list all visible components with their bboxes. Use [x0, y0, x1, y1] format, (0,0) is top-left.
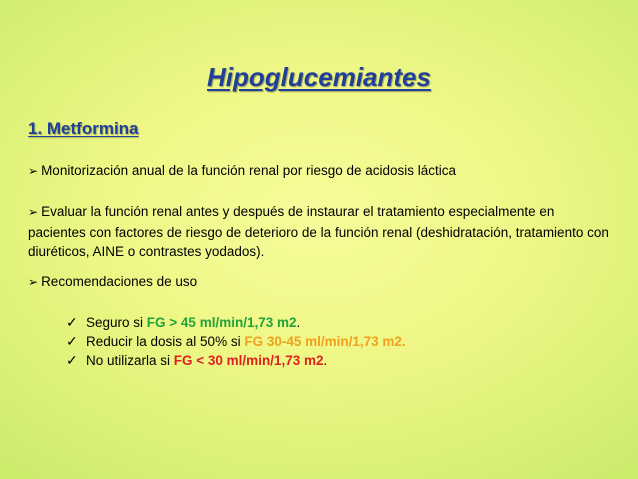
- bullet-monitoring: [28, 161, 613, 182]
- rec-highlight-orange: FG 30-45 ml/min/1,73 m2.: [244, 334, 406, 349]
- recommendation-item: [66, 333, 406, 350]
- bullet-evaluate: [28, 202, 613, 262]
- recommendation-item: [66, 314, 300, 331]
- rec-prefix: Seguro si: [86, 315, 147, 330]
- arrow-right-icon: ➢: [28, 205, 39, 219]
- checkmark-icon: ✓: [66, 352, 78, 368]
- bullet-text: Monitorización anual de la función renal por riesgo de acidosis láctica: [41, 163, 457, 178]
- rec-suffix: .: [296, 315, 301, 330]
- rec-highlight-green: FG > 45 ml/min/1,73 m2: [146, 315, 297, 330]
- rec-prefix: No utilizarla si: [86, 353, 174, 368]
- bullet-recommendations: [28, 272, 613, 293]
- recommendation-item: [66, 352, 327, 369]
- rec-prefix: Reducir la dosis al 50% si: [86, 334, 245, 349]
- arrow-right-icon: ➢: [28, 275, 39, 289]
- rec-suffix: .: [323, 353, 328, 368]
- checkmark-icon: ✓: [66, 314, 78, 330]
- section-heading: 1. Metformina: [28, 119, 139, 138]
- checkmark-icon: ✓: [66, 333, 78, 349]
- slide-title: Hipoglucemiantes: [207, 62, 431, 92]
- bullet-text: Recomendaciones de uso: [41, 274, 198, 289]
- bullet-text: Evaluar la función renal antes y después de instaurar el tratamiento especialmente en pacientes con factores de riesgo de deterioro de la función renal (deshidratación, tratamiento con diuréticos, AINE o contrastes yodados).: [28, 204, 609, 259]
- arrow-right-icon: ➢: [28, 164, 39, 178]
- rec-highlight-red: FG < 30 ml/min/1,73 m2: [173, 353, 324, 368]
